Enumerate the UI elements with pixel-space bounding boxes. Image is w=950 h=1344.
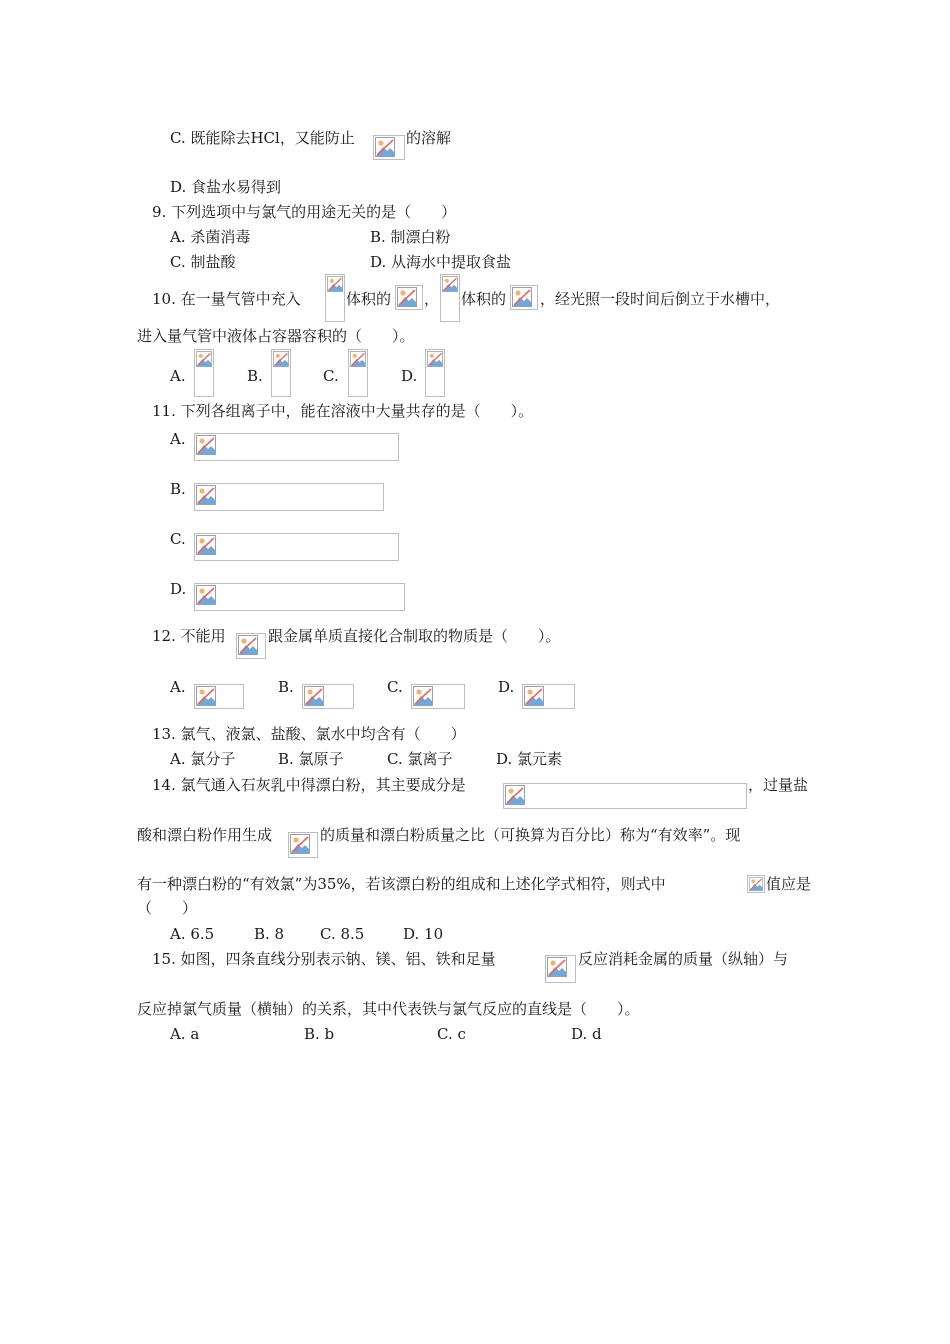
broken-image-icon xyxy=(425,349,445,397)
q8-option-d: D. 食盐水易得到 xyxy=(170,178,282,196)
broken-image-icon xyxy=(325,274,345,322)
broken-image-icon xyxy=(194,684,244,709)
q10-option-c: C. xyxy=(323,367,339,385)
q12-stem-part1: 12. 不能用 xyxy=(152,627,226,645)
q13-option-a: A. 氯分子 xyxy=(170,750,236,768)
broken-image-icon xyxy=(373,135,405,160)
broken-image-icon xyxy=(288,832,318,858)
q9-option-c: C. 制盐酸 xyxy=(170,253,236,271)
q14-line2-a: 酸和漂白粉作用生成 xyxy=(137,826,273,844)
q10-stem-part4: 体积的 xyxy=(461,290,507,308)
q10-option-a: A. xyxy=(170,367,186,385)
q11-option-c: C. xyxy=(170,530,186,548)
q14-option-b: B. 8 xyxy=(254,925,285,943)
q15-option-d: D. d xyxy=(571,1025,602,1043)
q9-option-d: D. 从海水中提取食盐 xyxy=(370,253,512,271)
q13-option-b: B. 氯原子 xyxy=(278,750,344,768)
broken-image-icon xyxy=(271,349,291,397)
q15-stem-line2: 反应掉氯气质量（横轴）的关系，其中代表铁与氯气反应的直线是（ ）。 xyxy=(137,1000,640,1018)
q10-stem-part5: ，经光照一段时间后倒立于水槽中， xyxy=(540,290,781,308)
broken-image-icon xyxy=(747,875,765,893)
q14-stem-part2: ，过量盐 xyxy=(748,776,809,794)
broken-image-icon xyxy=(348,349,368,397)
q10-option-b: B. xyxy=(247,367,263,385)
broken-image-icon xyxy=(411,684,465,709)
broken-image-icon xyxy=(510,285,538,310)
q15-option-c: C. c xyxy=(437,1025,466,1043)
broken-image-icon xyxy=(503,783,747,809)
q10-stem-line2: 进入量气管中液体占容器容积的（ ）。 xyxy=(137,327,415,345)
q14-line4: （ ） xyxy=(137,899,198,917)
q14-option-d: D. 10 xyxy=(403,925,444,943)
q12-option-b: B. xyxy=(278,678,294,696)
q9-option-a: A. 杀菌消毒 xyxy=(170,228,251,246)
broken-image-icon xyxy=(194,533,399,561)
q11-option-d: D. xyxy=(170,580,187,598)
broken-image-icon xyxy=(545,955,576,983)
q14-stem-part1: 14. 氯气通入石灰乳中得漂白粉，其主要成分是 xyxy=(152,776,466,794)
q10-stem-part1: 10. 在一量气管中充入 xyxy=(152,290,301,308)
q15-stem-part2: 反应消耗金属的质量（纵轴）与 xyxy=(578,950,789,968)
q13-option-d: D. 氯元素 xyxy=(496,750,563,768)
q14-option-a: A. 6.5 xyxy=(170,925,215,943)
q8-option-c-tail: 的溶解 xyxy=(406,129,452,147)
broken-image-icon xyxy=(194,433,399,461)
q11-option-b: B. xyxy=(170,480,186,498)
broken-image-icon xyxy=(522,684,575,709)
broken-image-icon xyxy=(440,274,460,322)
q10-stem-part3: ， xyxy=(424,290,440,308)
q13-option-c: C. 氯离子 xyxy=(387,750,453,768)
q8-option-c: C. 既能除去HCl，又能防止 xyxy=(170,129,355,147)
q12-stem-part2: 跟金属单质直接化合制取的物质是（ ）。 xyxy=(268,627,561,645)
q12-option-c: C. xyxy=(387,678,403,696)
broken-image-icon xyxy=(194,349,214,397)
q11-option-a: A. xyxy=(170,430,186,448)
q14-option-c: C. 8.5 xyxy=(320,925,365,943)
q15-option-b: B. b xyxy=(304,1025,335,1043)
q12-option-d: D. xyxy=(498,678,515,696)
q14-line3-a: 有一种漂白粉的“有效氯”为35%，若该漂白粉的组成和上述化学式相符，则式中 xyxy=(137,875,666,893)
broken-image-icon xyxy=(236,633,266,659)
q10-stem-part2: 体积的 xyxy=(346,290,392,308)
broken-image-icon xyxy=(395,285,423,310)
q13-stem: 13. 氯气、液氯、盐酸、氯水中均含有（ ） xyxy=(152,725,466,743)
broken-image-icon xyxy=(194,583,405,611)
q14-line2-b: 的质量和漂白粉质量之比（可换算为百分比）称为“有效率”。现 xyxy=(320,826,741,844)
q10-option-d: D. xyxy=(401,367,418,385)
broken-image-icon xyxy=(302,684,354,709)
q11-stem: 11. 下列各组离子中，能在溶液中大量共存的是（ ）。 xyxy=(152,402,534,420)
q12-option-a: A. xyxy=(170,678,186,696)
q9-option-b: B. 制漂白粉 xyxy=(370,228,451,246)
q15-stem-part1: 15. 如图，四条直线分别表示钠、镁、铝、铁和足量 xyxy=(152,950,496,968)
q9-stem: 9. 下列选项中与氯气的用途无关的是（ ） xyxy=(152,203,457,221)
q14-line3-b: 值应是 xyxy=(766,875,812,893)
broken-image-icon xyxy=(194,483,384,511)
q15-option-a: A. a xyxy=(170,1025,200,1043)
